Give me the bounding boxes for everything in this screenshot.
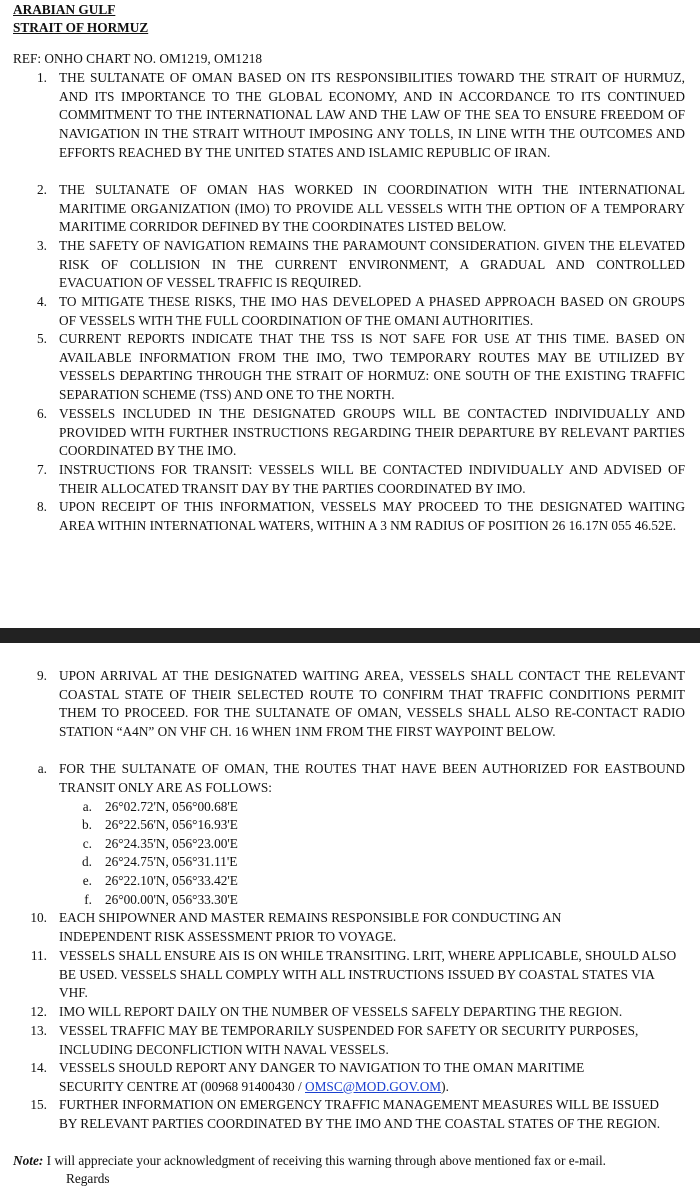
waypoint-coordinates: 26°00.00'N, 056°33.30'E — [105, 892, 238, 907]
chart-reference: REF: ONHO CHART NO. OM1219, OM1218 — [13, 51, 263, 66]
waypoint-coordinates: 26°24.35'N, 056°23.00'E — [105, 836, 238, 851]
item-text: THE SAFETY OF NAVIGATION REMAINS THE PARAMOUNT CONSIDERATION. GIVEN THE ELEVATED RISK OF COLLISION IN THE CURRENT ENVIRONMENT, A GRADUAL AND CONTROLLED EVACUATION OF VESSEL TRAFFIC IS REQUIRED. — [59, 238, 685, 291]
waypoint-coordinates: 26°02.72'N, 056°00.68'E — [105, 799, 238, 814]
item-text: CURRENT REPORTS INDICATE THAT THE TSS IS NOT SAFE FOR USE AT THIS TIME. BASED ON AVAILABLE INFORMATION FROM THE IMO, TWO TEMPORARY ROUTES MAY BE UTILIZED BY VESSELS DEPARTING THROUGH THE STRAIT OF HORMUZ: ONE SOUTH OF THE EXISTING TRAFFIC SEPARATION SCHEME (TSS) AND ONE TO THE NORTH. — [59, 331, 685, 403]
note-line — [13, 1152, 606, 1171]
item-text: TO MITIGATE THESE RISKS, THE IMO HAS DEVELOPED A PHASED APPROACH BASED ON GROUPS OF VESSELS WITH THE FULL COORDINATION OF THE OMANI AUTHORITIES. — [59, 294, 685, 328]
item-number: 1. — [37, 70, 47, 85]
item-text: VESSELS INCLUDED IN THE DESIGNATED GROUPS WILL BE CONTACTED INDIVIDUALLY AND PROVIDED WITH FURTHER INSTRUCTIONS REGARDING THEIR DEPARTURE BY RELEVANT PARTIES COORDINATED BY THE IMO. — [59, 406, 685, 459]
item-number: 5. — [37, 331, 47, 346]
item-text — [59, 1059, 649, 1096]
item-text: VESSELS SHALL ENSURE AIS IS ON WHILE TRANSITING. LRIT, WHERE APPLICABLE, SHOULD ALSO BE USED. VESSELS SHALL COMPLY WITH ALL INSTRUCTIONS ISSUED BY COASTAL STATES VIA VHF. — [59, 948, 677, 1001]
item-text: THE SULTANATE OF OMAN HAS WORKED IN COORDINATION WITH THE INTERNATIONAL MARITIME ORGANIZATION (IMO) TO PROVIDE ALL VESSELS WITH THE OPTION OF A TEMPORARY MARITIME CORRIDOR DEFINED BY THE COORDINATES LISTED BELOW. — [59, 182, 685, 235]
item-number: 14. — [30, 1060, 47, 1075]
item-number: 4. — [37, 294, 47, 309]
item-text: FURTHER INFORMATION ON EMERGENCY TRAFFIC MANAGEMENT MEASURES WILL BE ISSUED BY RELEVANT PARTIES COORDINATED BY THE IMO AND THE COASTAL STATES OF THE REGION. — [59, 1097, 661, 1131]
item-number: 2. — [37, 182, 47, 197]
waypoint-letter: f. — [84, 892, 92, 907]
item-text: UPON RECEIPT OF THIS INFORMATION, VESSELS MAY PROCEED TO THE DESIGNATED WAITING AREA WITHIN INTERNATIONAL WATERS, WITHIN A 3 NM RADIUS OF POSITION 26 16.17N 055 46.52E. — [59, 499, 685, 533]
item-number: 10. — [30, 910, 47, 925]
document-page-2 — [0, 643, 700, 1193]
waypoint-coordinates: 26°24.75'N, 056°31.11'E — [105, 854, 238, 869]
item-number: 15. — [30, 1097, 47, 1112]
regards-text: Regards — [66, 1171, 110, 1186]
waypoint-letter: b. — [82, 817, 92, 832]
item-number: 3. — [37, 238, 47, 253]
item-number: 12. — [30, 1004, 47, 1019]
waypoint-letter: e. — [82, 873, 92, 888]
item-text: IMO WILL REPORT DAILY ON THE NUMBER OF VESSELS SAFELY DEPARTING THE REGION. — [59, 1004, 623, 1019]
area-heading: STRAIT OF HORMUZ — [13, 20, 149, 35]
item-number: 8. — [37, 499, 47, 514]
waypoint-coordinates: 26°22.56'N, 056°16.93'E — [105, 817, 238, 832]
waypoint-letter: c. — [82, 836, 92, 851]
waypoint-letter: a. — [82, 799, 92, 814]
item-text: INSTRUCTIONS FOR TRANSIT: VESSELS WILL BE CONTACTED INDIVIDUALLY AND ADVISED OF THEIR ALLOCATED TRANSIT DAY BY THE PARTIES COORDINATED BY IMO. — [59, 462, 685, 496]
waypoint-letter: d. — [82, 854, 92, 869]
item-text-after: ). — [441, 1078, 449, 1094]
page-separator — [0, 628, 700, 643]
item-number: 9. — [37, 668, 47, 683]
item-text-before: VESSELS SHOULD REPORT ANY DANGER TO NAVIGATION TO THE OMAN MARITIME SECURITY CENTRE AT (00968 91400430 / — [59, 1060, 585, 1094]
note-text: I will appreciate your acknowledgment of receiving this warning through above mentioned fax or e-mail. — [43, 1153, 606, 1168]
region-heading: ARABIAN GULF — [13, 2, 116, 17]
item-number: 7. — [37, 462, 47, 477]
waypoint-coordinates: 26°22.10'N, 056°33.42'E — [105, 873, 238, 888]
email-link[interactable]: OMSC@MOD.GOV.OM — [305, 1078, 442, 1094]
item-text: EACH SHIPOWNER AND MASTER REMAINS RESPONSIBLE FOR CONDUCTING AN INDEPENDENT RISK ASSESSMENT PRIOR TO VOYAGE. — [59, 910, 562, 944]
item-letter: a. — [37, 761, 47, 776]
item-text: THE SULTANATE OF OMAN BASED ON ITS RESPONSIBILITIES TOWARD THE STRAIT OF HURMUZ, AND ITS IMPORTANCE TO THE GLOBAL ECONOMY, AND IN ACCORDANCE TO ITS CONTINUED COMMITMENT TO THE INTERNATIONAL LAW AND THE LAW OF THE SEA TO ENSURE FREEDOM OF NAVIGATION IN THE STRAIT WITHOUT IMPOSING ANY TOLLS, IN LINE WITH THE OUTCOMES AND EFFORTS REACHED BY THE UNITED STATES AND ISLAMIC REPUBLIC OF IRAN. — [59, 70, 685, 160]
item-number: 6. — [37, 406, 47, 421]
item-number: 11. — [30, 948, 47, 963]
item-text: FOR THE SULTANATE OF OMAN, THE ROUTES THAT HAVE BEEN AUTHORIZED FOR EASTBOUND TRANSIT ONLY ARE AS FOLLOWS: — [59, 761, 685, 795]
note-label: Note: — [13, 1153, 44, 1168]
item-text: UPON ARRIVAL AT THE DESIGNATED WAITING AREA, VESSELS SHALL CONTACT THE RELEVANT COASTAL STATE OF THEIR SELECTED ROUTE TO CONFIRM THAT TRAFFIC CONDITIONS PERMIT THEM TO PROCEED. FOR THE SULTANATE OF OMAN, VESSELS SHALL ALSO RE-CONTACT RADIO STATION “A4N” ON VHF CH. 16 WHEN 1NM FROM THE FIRST WAYPOINT BELOW. — [59, 668, 685, 740]
item-text: VESSEL TRAFFIC MAY BE TEMPORARILY SUSPENDED FOR SAFETY OR SECURITY PURPOSES, INCLUDING DECONFLICTION WITH NAVAL VESSELS. — [59, 1023, 639, 1057]
item-number: 13. — [30, 1023, 47, 1038]
